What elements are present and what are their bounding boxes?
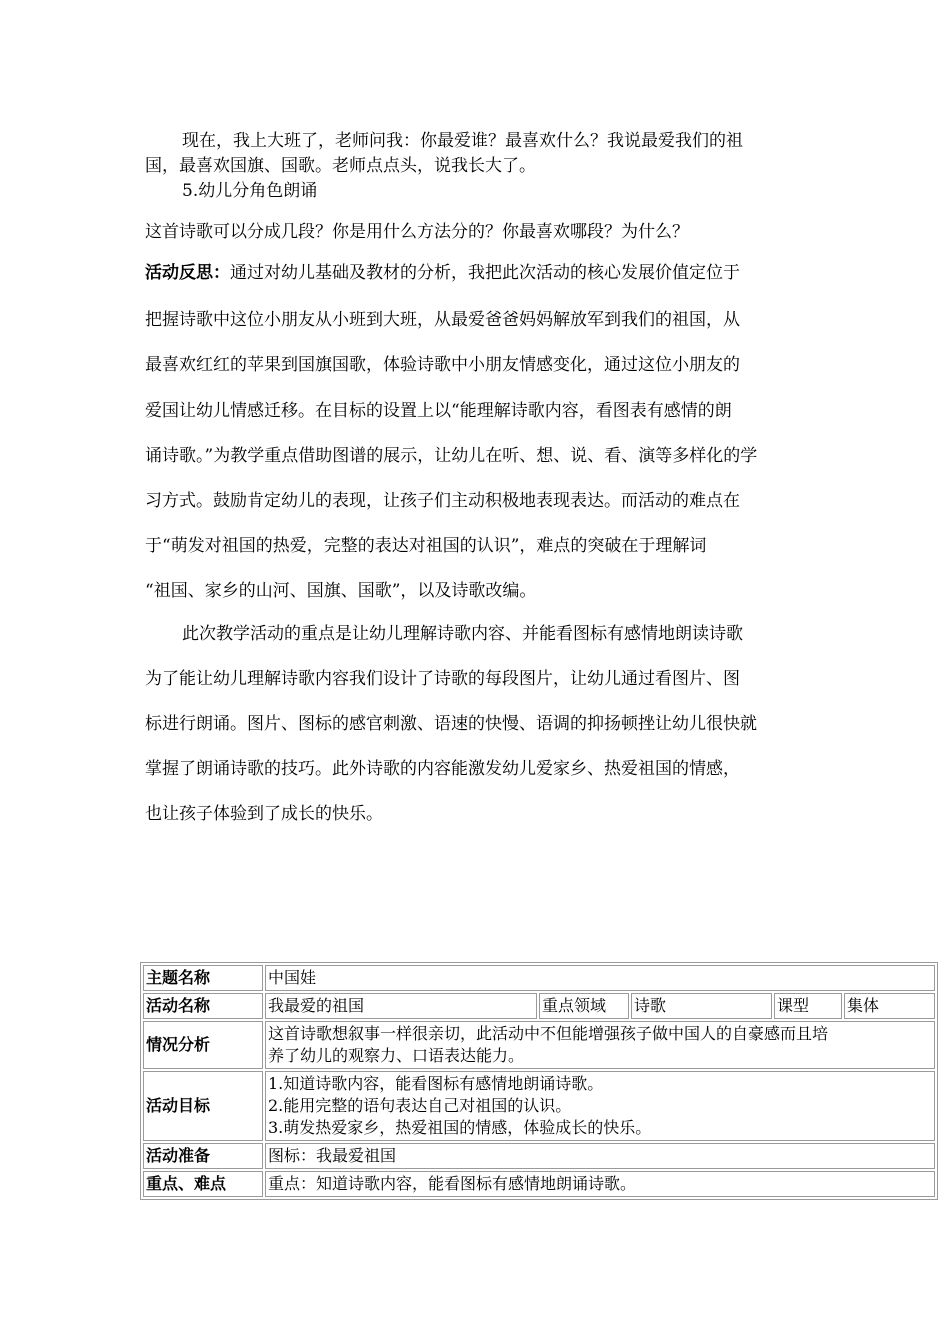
goal-item: 1.知道诗歌内容，能看图标有感情地朗诵诗歌。 [268, 1074, 604, 1093]
paragraph-line: 国，最喜欢国旗、国歌。老师点点头，说我长大了。 [145, 156, 536, 176]
analysis-line: 这首诗歌想叙事一样很亲切，此活动中不但能增强孩子做中国人的自豪感而且培 [268, 1024, 829, 1043]
paragraph-line: 为了能让幼儿理解诗歌内容我们设计了诗歌的每段图片，让幼儿通过看图片、图 [145, 669, 740, 689]
reflection-first-line [145, 258, 810, 283]
paragraph-line: 也让孩子体验到了成长的快乐。 [145, 804, 383, 824]
paragraph-line: 这首诗歌可以分成几段？你是用什么方法分的？你最喜欢哪段？为什么？ [145, 222, 689, 242]
table-row [143, 1171, 935, 1197]
activity-label: 活动名称 [143, 993, 263, 1019]
paragraph-line: 标进行朗诵。图片、图标的感官刺激、语速的快慢、语调的抑扬顿挫让幼儿很快就 [145, 714, 757, 734]
activity-value: 我最爱的祖国 [265, 993, 537, 1019]
paragraph-line: 把握诗歌中这位小朋友从小班到大班，从最爱爸爸妈妈解放军到我们的祖国，从 [145, 310, 740, 330]
theme-label: 主题名称 [143, 965, 263, 991]
table-row [143, 993, 935, 1019]
analysis-line: 养了幼儿的观察力、口语表达能力。 [268, 1046, 525, 1065]
paragraph-line: 现在，我上大班了，老师问我：你最爱谁？最喜欢什么？我说最爱我们的祖 [182, 131, 743, 151]
lesson-info-table [140, 962, 938, 1200]
reflection-label: 活动反思： [145, 263, 230, 283]
paragraph-line: “祖国、家乡的山河、国旗、国歌”，以及诗歌改编。 [145, 581, 537, 601]
paragraph-line: 此次教学活动的重点是让幼儿理解诗歌内容、并能看图标有感情地朗读诗歌 [182, 624, 743, 644]
analysis-value [265, 1021, 935, 1069]
table-row [143, 1021, 935, 1069]
table-row [143, 965, 935, 991]
domain-label: 重点领域 [539, 993, 629, 1019]
theme-value: 中国娃 [265, 965, 935, 991]
paragraph-line: 掌握了朗诵诗歌的技巧。此外诗歌的内容能激发幼儿爱家乡、热爱祖国的情感， [145, 759, 740, 779]
paragraph-text: 通过对幼儿基础及教材的分析，我把此次活动的核心发展价值定位于 [230, 263, 740, 283]
paragraph-line: 习方式。鼓励肯定幼儿的表现，让孩子们主动积极地表现表达。而活动的难点在 [145, 491, 740, 511]
goal-label: 活动目标 [143, 1071, 263, 1141]
key-value: 重点：知道诗歌内容，能看图标有感情地朗诵诗歌。 [265, 1171, 935, 1197]
prep-value: 图标：我最爱祖国 [265, 1143, 935, 1169]
paragraph-line: 最喜欢红红的苹果到国旗国歌，体验诗歌中小朋友情感变化，通过这位小朋友的 [145, 355, 740, 375]
table-row [143, 1071, 935, 1141]
paragraph-line: 于“萌发对祖国的热爱，完整的表达对祖国的认识”，难点的突破在于理解词 [145, 536, 707, 556]
table-row [143, 1143, 935, 1169]
prep-label: 活动准备 [143, 1143, 263, 1169]
domain-value: 诗歌 [631, 993, 772, 1019]
goal-value [265, 1071, 935, 1141]
analysis-label: 情况分析 [143, 1021, 263, 1069]
key-label: 重点、难点 [143, 1171, 263, 1197]
goal-item: 2.能用完整的语句表达自己对祖国的认识。 [268, 1096, 572, 1115]
paragraph-line: 爱国让幼儿情感迁移。在目标的设置上以“能理解诗歌内容，看图表有感情的朗 [145, 401, 732, 421]
goal-item: 3.萌发热爱家乡，热爱祖国的情感，体验成长的快乐。 [268, 1118, 652, 1137]
type-label: 课型 [774, 993, 842, 1019]
numbered-heading: 5.幼儿分角色朗诵 [182, 181, 318, 201]
paragraph-line: 诵诗歌。”为教学重点借助图谱的展示，让幼儿在听、想、说、看、演等多样化的学 [145, 446, 758, 466]
type-value: 集体 [844, 993, 935, 1019]
